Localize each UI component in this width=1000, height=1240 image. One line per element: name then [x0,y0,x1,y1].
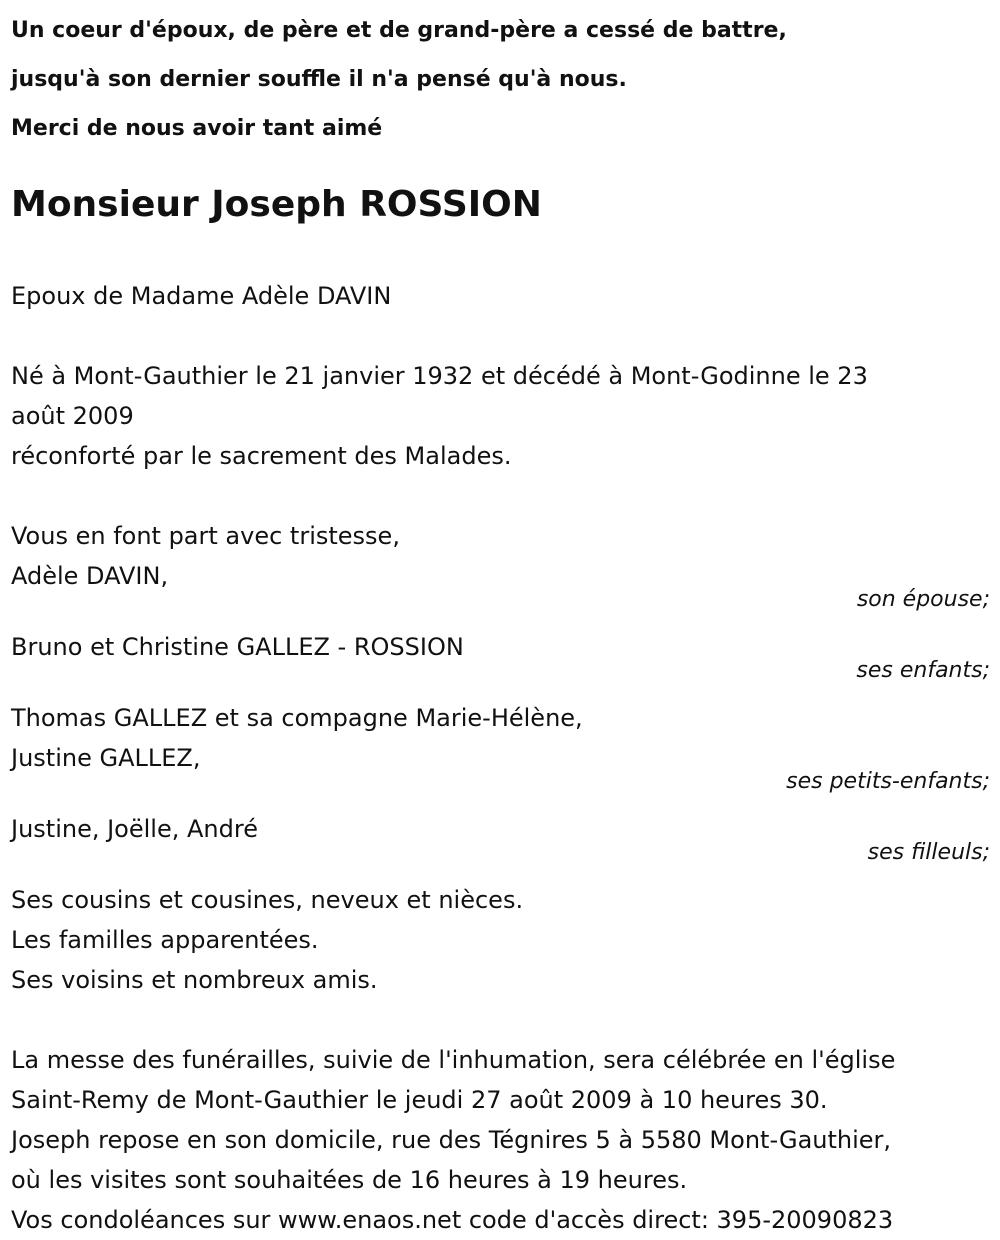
family-name: Adèle DAVIN, [11,562,169,590]
other-relatives [11,880,991,1000]
intro-verse [11,0,991,153]
family-group-godchildren [11,809,991,865]
family-name: Thomas GALLEZ et sa compagne Marie-Hélène, [11,704,583,732]
birth-death-info [11,356,991,476]
other-line-2: Les familles apparentées. [11,926,319,954]
family-relation: son épouse; [856,587,990,612]
family-name: Bruno et Christine GALLEZ - ROSSION [11,633,464,661]
birth-line-2: août 2009 [11,402,134,430]
other-line-1: Ses cousins et cousines, neveux et nièces. [11,886,524,914]
family-group-spouse [11,556,991,612]
intro-line-2: jusqu'à son dernier souffle il n'a pensé qu'à nous. [11,67,627,92]
announce-line: Vous en font part avec tristesse, [11,522,400,550]
family-list [11,556,991,865]
intro-line-3: Merci de nous avoir tant aimé [11,116,383,141]
family-relation: ses enfants; [856,658,990,683]
funeral-line-3: Joseph repose en son domicile, rue des Tégnires 5 à 5580 Mont-Gauthier, [11,1126,892,1154]
family-relation: ses petits-enfants; [786,769,990,794]
other-line-3: Ses voisins et nombreux amis. [11,966,378,994]
family-name: Justine GALLEZ, [11,744,201,772]
birth-line-3: réconforté par le sacrement des Malades. [11,442,512,470]
family-relation: ses filleuls; [867,840,990,865]
funeral-line-1: La messe des funérailles, suivie de l'inhumation, sera célébrée en l'église [11,1046,896,1074]
deceased-name: Monsieur Joseph ROSSION [11,184,542,225]
birth-line-1: Né à Mont-Gauthier le 21 janvier 1932 et décédé à Mont-Godinne le 23 [11,362,868,390]
funeral-line-5: Vos condoléances sur www.enaos.net code d'accès direct: 395-20090823 [11,1206,894,1234]
family-name: Justine, Joëlle, André [11,815,258,843]
funeral-info [11,1040,991,1240]
funeral-line-2: Saint-Remy de Mont-Gauthier le jeudi 27 août 2009 à 10 heures 30. [11,1086,828,1114]
spouse-line: Epoux de Madame Adèle DAVIN [11,282,392,310]
intro-line-1: Un coeur d'époux, de père et de grand-père a cessé de battre, [11,18,787,43]
funeral-line-4: où les visites sont souhaitées de 16 heures à 19 heures. [11,1166,688,1194]
family-group-grandchildren [11,698,991,794]
obituary-notice [11,0,991,1240]
family-group-children [11,627,991,683]
